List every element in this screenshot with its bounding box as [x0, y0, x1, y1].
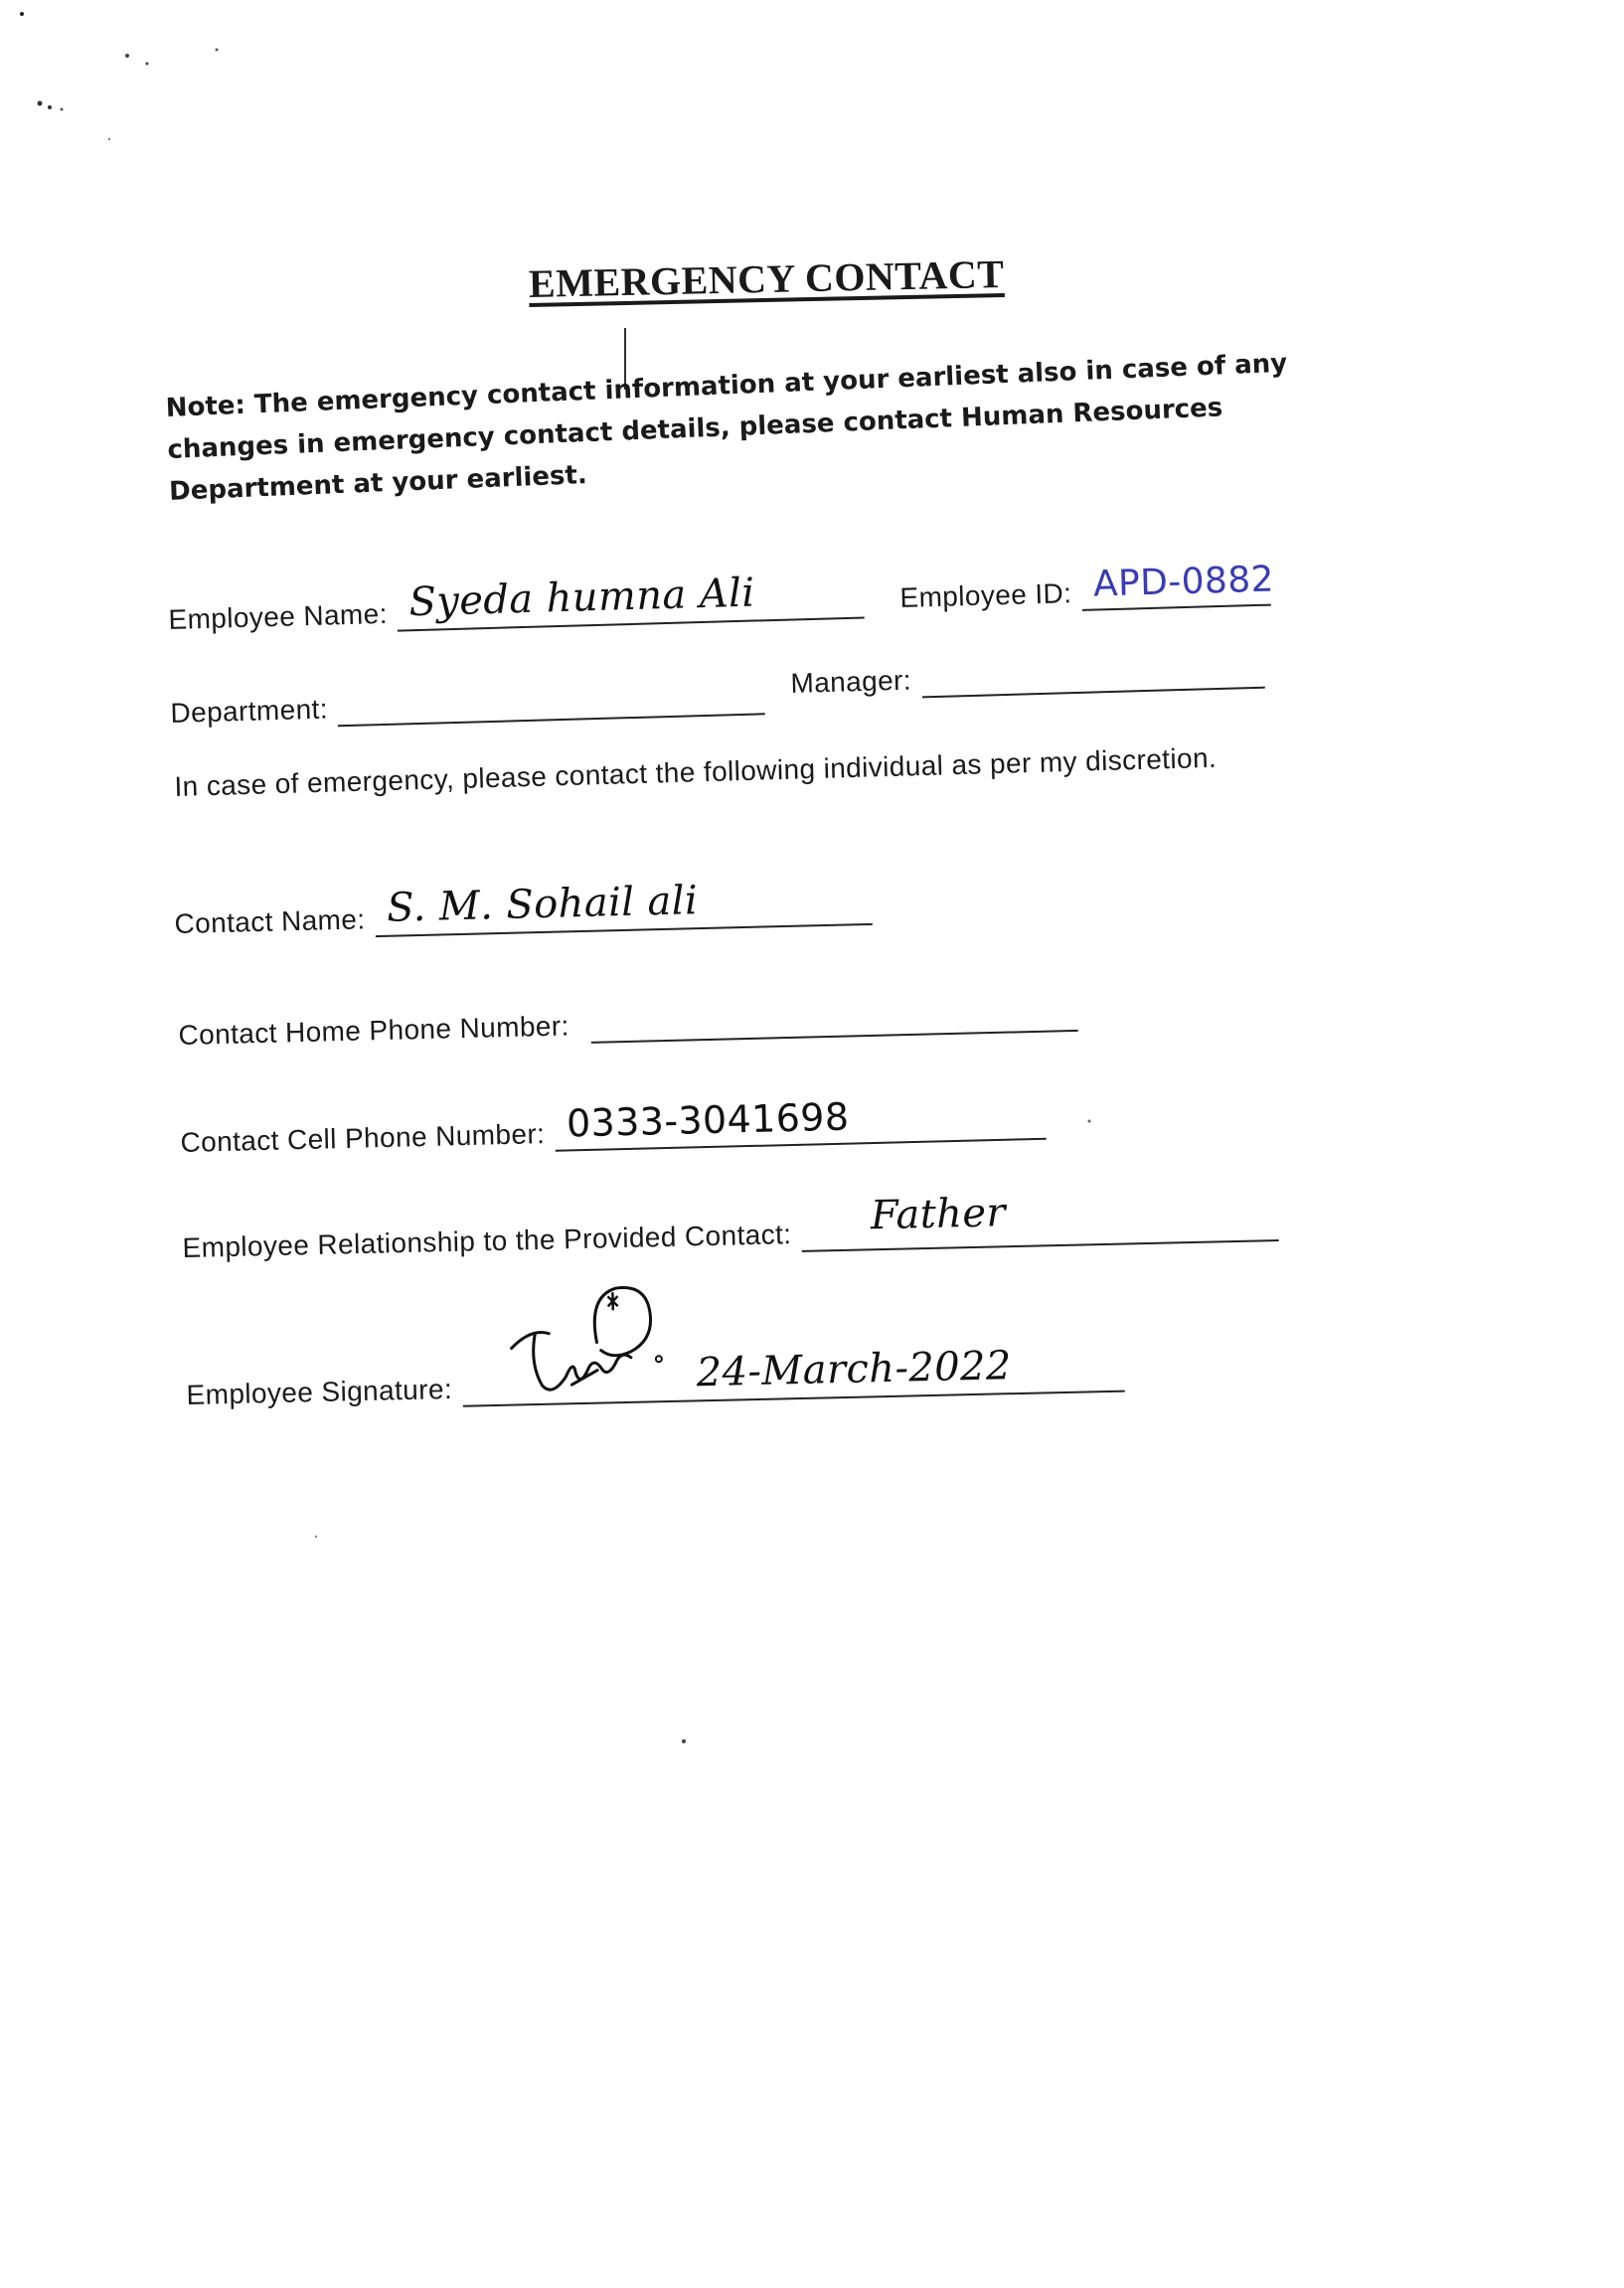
employee-name-label: Employee Name: — [168, 597, 389, 636]
intro-text: In case of emergency, please contact the following individual as per my discretion. — [174, 741, 1218, 803]
signature-date: 24-March-2022 — [696, 1343, 1013, 1396]
manager-field[interactable] — [920, 643, 1264, 699]
form-title: EMERGENCY CONTACT — [528, 250, 1005, 306]
signature-mark — [489, 1265, 671, 1408]
contact-name-value: S. M. Sohail ali — [386, 878, 699, 931]
signature-label: Employee Signature: — [186, 1373, 453, 1411]
home-phone-label: Contact Home Phone Number: — [178, 1010, 570, 1052]
relationship-value: Father — [870, 1190, 1007, 1239]
employee-name-value: Syeda humna Ali — [407, 570, 756, 626]
cell-phone-label: Contact Cell Phone Number: — [180, 1118, 546, 1159]
relationship-label: Employee Relationship to the Provided Contact: — [182, 1219, 792, 1264]
employee-id-value: APD-0882 — [1092, 559, 1275, 605]
contact-name-label: Contact Name: — [174, 903, 366, 940]
department-label: Department: — [170, 693, 329, 730]
employee-id-label: Employee ID: — [899, 577, 1072, 614]
cell-phone-value: 0333-3041698 — [566, 1094, 850, 1146]
manager-label: Manager: — [790, 664, 912, 700]
note-text: Note: The emergency contact information at your earliest also in case of any changes in emergency contact details, please contact Human Resources Department at your earliest. — [165, 348, 1288, 507]
employee-id-field[interactable] — [1081, 559, 1275, 611]
